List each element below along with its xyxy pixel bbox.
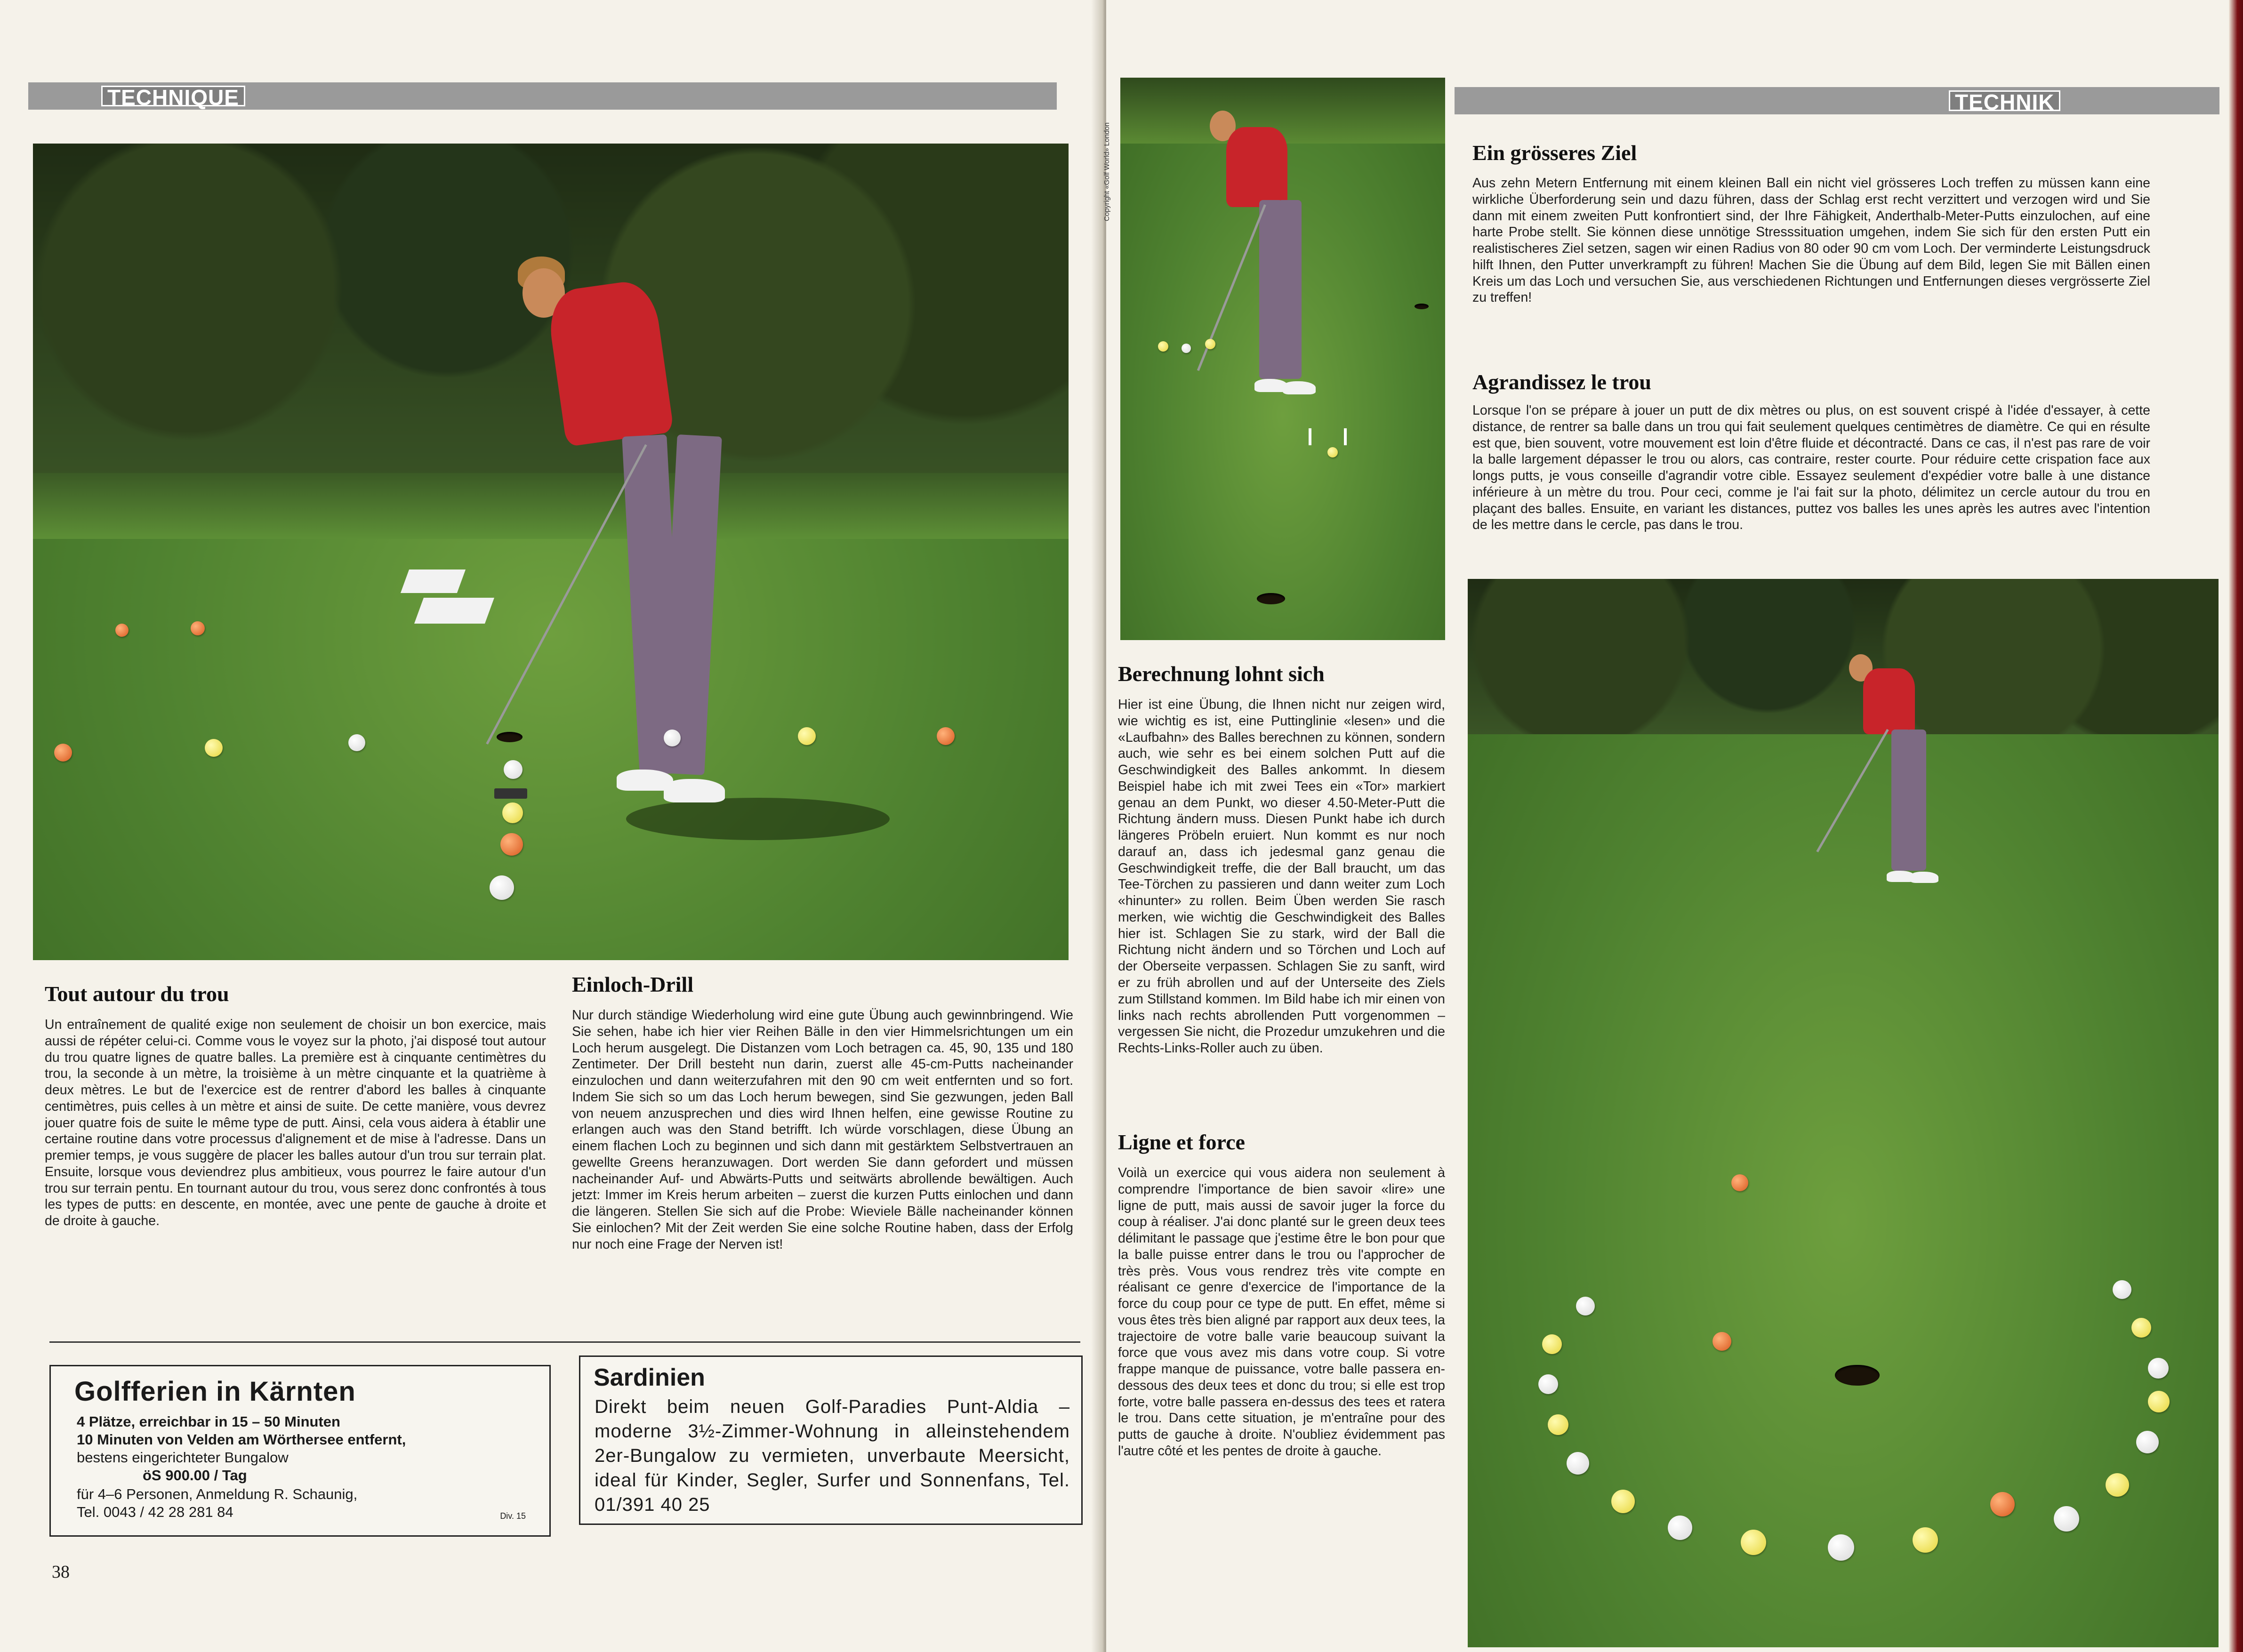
right-page [1106,0,2243,1652]
ball [1567,1452,1589,1475]
heading-tout-autour: Tout autour du trou [45,982,229,1006]
ball [1576,1297,1595,1315]
ball [1741,1530,1766,1555]
ball [1731,1174,1748,1191]
ball [1542,1334,1562,1354]
ad-title: Sardinien [594,1364,705,1391]
page-edge [2229,0,2243,1652]
ball [798,727,816,745]
ball [348,734,365,751]
ad-line: 4 Plätze, erreichbar in 15 – 50 Minuten [77,1413,340,1430]
main-photo-putting-drill [33,144,1069,960]
ball [1538,1374,1558,1394]
ball [1182,344,1191,353]
golfer-shirt [545,278,674,447]
golfer-leg-right [1278,200,1302,379]
ball [1158,341,1168,352]
ad-price: öS 900.00 / Tag [143,1467,247,1484]
tee-marker [1309,428,1311,445]
section-label-technique: TECHNIQUE [101,86,245,106]
heading-ligne-et-force: Ligne et force [1118,1130,1245,1154]
ad-golfferien-kaernten [49,1365,551,1537]
practice-board [414,598,494,624]
page-number: 38 [52,1562,70,1582]
golf-hole [497,732,523,742]
putter-shaft [1816,729,1889,852]
golf-hole [1835,1365,1880,1386]
ball [2054,1506,2079,1532]
ball [1990,1492,2015,1516]
ball [2136,1431,2159,1453]
ball [1668,1516,1692,1540]
ball [664,730,681,746]
ad-text: Direkt beim neuen Golf-Paradies Punt-Aldia – moderne 3½-Zimmer-Wohnung in alleinstehendem 2er-Bungalow zu vermieten, unverbaute Meersicht, ideal für Kinder, Segler, Surfer und Sonnenfans, Tel. 01/391 40 25 [595,1396,1070,1515]
golfer-figure [1830,650,1953,913]
golfer-shadow [626,798,890,840]
ball [2113,1280,2131,1299]
ad-sardinien [579,1355,1083,1525]
ball [205,739,223,757]
ball [2148,1391,2170,1412]
article-text-de: Nur durch ständige Wiederholung wird eine gute Übung auch gewinnbringend. Wie Sie sehen, habe ich hier vier Reihen Bälle in den vier Himmelsrichtungen um ein Loch herum ausgelegt. Die Distanzen vom Loch betragen ca. 45, 90, 135 und 180 Zentimeter. Der Drill besteht nun darin, zuerst alle 45-cm-Putts nacheinander einzulochen und dann weiterzufahren mit den 90 cm weit entfernten und so fort. Indem Sie sich so um das Loch herum bewegen, sind Sie gezwungen, jeden Ball von neuem anzusprechen und dies wird Ihnen helfen, eine gewisse Routine zu erlangen auch was den Stand betrifft. Ich würde vorschlagen, diese Übung an einem flachen Loch zu beginnen und sich dann mit gestärktem Selbstvertrauen an gewellte Greens heranzuwagen. Dort werden Sie dann gefordert und müssen nacheinander Auf- und Abwärts-Putts und seitwärts abrollende bewältigen. Auch jetzt: Immer im Kreis herum arbeiten – zuerst die kurzen Putts einlochen und dann die längeren. Stellen Sie sich auf die Probe: Wieviele Bälle nacheinander können Sie einlochen? Mit der Zeit werden Sie eine solche Routine haben, dass der Erfolg nur noch eine Frage der Nerven ist! [572,1008,1073,1252]
golf-hole [1415,304,1429,309]
ball [2131,1318,2151,1338]
golfer-shoe-right [664,779,725,802]
photo-credit: Copyright «Golf World» London [1103,122,1111,221]
ad-phone: Tel. 0043 / 42 28 281 84 [77,1504,233,1520]
ball [490,875,514,900]
ball [1828,1534,1854,1561]
ball [191,621,205,635]
golfer-figure [485,247,767,859]
golfer-shirt [1226,127,1287,207]
ad-line: 10 Minuten von Velden am Wörthersee entfernt, [77,1431,406,1448]
ball [1205,339,1215,349]
golfer-shoe [1283,381,1316,394]
ball [500,833,523,856]
article-text-de-1: Aus zehn Metern Entfernung mit einem kleinen Ball ein nicht viel grösseres Loch treffen zu müssen kann eine wirkliche Überforderung sein und dazu führen, dass der Schlag erst recht verzittert und verzogen wird und Sie dann mit einem zweiten Putt konfrontiert sind, der Ihre Fähigkeit, Anderthalb-Meter-Putts einzulochen, auf eine harte Probe stellt. Sie können diese unnötige Stresssituation umgehen, indem Sie sich für den ersten Putt ein realistischeres Ziel setzen, sagen wir einen Radius von 80 oder 90 cm vom Loch. Der verminderte Leistungsdruck hilft Ihnen, den Putter unverkrampft zu führen! Machen Sie die Übung auf dem Bild, legen Sie mit Bällen einen Kreis um das Loch und versuchen Sie, aus verschiedenen Richtungen und Entfernungen dieses vergrösserte Ziel zu treffen! [1472,176,2150,305]
ball [1327,447,1338,457]
golfer-shirt [1863,668,1915,734]
photo-circle-of-balls [1468,579,2219,1647]
ball [1548,1414,1568,1435]
ad-line: bestens eingerichteter Bungalow [77,1449,289,1466]
section-label-technik: TECHNIK [1949,90,2060,111]
ball [502,802,523,823]
golfer-shoe [1910,872,1938,883]
practice-board [401,569,466,593]
heading-agrandissez-le-trou: Agrandissez le trou [1472,370,1651,394]
ball [937,727,955,745]
article-text-fr-1: Lorsque l'on se prépare à jouer un putt de dix mètres ou plus, on est souvent crispé à l'idée d'essayer, à cette distance, de rentrer sa balle dans un trou qui fait seulement quelques centimètres de diamètre. Ce qui en résulte est que, bien souvent, votre mouvement est loin d'être fluide et décontracté. Dans ce cas, il n'est pas rare de voir la balle largement dépasser le trou ou alors, cas contraire, rester courte. Pour réduire cette crispation face aux longs putts, je vous conseille d'agrandir votre cible. Essayez seulement d'expédier votre balle à une distance inférieure à un mètre du trou. Pour ceci, comme je l'ai fait sur la photo, délimitez un cercle autour du trou en plaçant des balles. Ensuite, en variant les distances, puttez vos balles les unes après les autres avec l'intention de les mettre dans le cercle, pas dans le trou. [1472,403,2150,533]
heading-berechnung-lohnt-sich: Berechnung lohnt sich [1118,662,1325,686]
article-text-de-2: Hier ist eine Übung, die Ihnen nicht nur zeigen wird, wie wichtig es ist, eine Puttinglinie «lesen» und die «Laufbahn» des Balles berechnen zu können, sondern auch, wie sehr es bei einem solchen Putt auf die Geschwindigkeit des Balles ankommt. In diesem Beispiel habe ich mit zwei Tees ein «Tor» markiert genau an dem Punkt, wo dieser 4.50-Meter-Putt die Richtung ändern muss. Diesen Punkt habe ich durch längeres Pröbeln eruiert. Nun kommt es nur noch darauf an, dass ich jedesmal ganz genau die Geschwindigkeit treffe, die der Ball braucht, um das Tee-Törchen zu passieren und dann weiter zum Loch «hinunter» zu rollen. Beim Üben werden Sie rasch merken, wie wichtig die Geschwindigkeit des Balles hier ist. Schlagen Sie zu stark, wird der Ball die Richtung nicht ändern und so Törchen und Loch auf der Oberseite verpassen. Schlagen Sie zu sanft, wird er zu früh abrollen und auf der Unterseite des Ziels zum Stillstand kommen. Im Bild habe ich mir einen von links nach rechts abrollenden Putt vorgenommen – vergessen Sie nicht, die Prozedur umzukehren und die Rechts-Links-Roller auch zu üben. [1118,697,1445,1056]
ball [1712,1332,1731,1351]
ball [115,624,129,637]
ad-code: Div. 15 [500,1511,526,1521]
section-bar-right [1455,87,2219,114]
putter-head [494,788,527,799]
ad-title: Golfferien in Kärnten [74,1376,356,1407]
golfer-figure [1193,106,1316,435]
ball [2106,1473,2129,1497]
article-text-fr: Un entraînement de qualité exige non seulement de choisir un bon exercice, mais aussi de répéter celui-ci. Comme vous le voyez sur la photo, j'ai disposé tout autour du trou quatre lignes de quatre balles. La première est à cinquante centimètres du trou, la seconde à un mètre, la troisième à un mètre cinquante et la quatrième à deux mètres. Le but de l'exercice est de rentrer d'abord les balles à cinquante centimètres, puis celles à un mètre et ainsi de suite. De cette manière, vous devrez jouer quatre fois de suite le même type de putt. Ainsi, cela vous aidera à établir une certaine routine dans votre processus d'alignement et de mise à l'adresse. Dans un premier temps, je vous suggère de placer les balles autour d'un trou sur terrain plat. Ensuite, lorsque vous deviendrez plus ambitieux, vous pourrez le faire autour d'un trou sur terrain pentu. En tournant autour du trou, vous serez donc confrontés à tous les types de putts: en descente, en montée, avec une pente de gauche à droite et de droite à gauche. [45,1017,546,1229]
left-page [0,0,1101,1652]
heading-ein-groesseres-ziel: Ein grösseres Ziel [1472,141,1637,165]
golfer-leg-right [1906,730,1926,871]
ball [54,744,72,762]
article-text-fr-2: Voilà un exercice qui vous aidera non seulement à comprendre l'importance de bien savoir «lire» une ligne de putt, mais aussi de savoir juger la force du coup à réaliser. J'ai donc planté sur le green deux tees délimitant le passage que j'estime être le bon pour que la balle puisse entrer dans le trou ou l'approcher de très près. Vous vous rendrez très vite compte en réalisant ce genre d'exercice de l'importance de la force du coup pour ce type de putt. En effet, même si vous êtes très bien aligné par rapport aux deux tees, la trajectoire de votre balle varie beaucoup suivant la force que vous avez mis dans votre coup. Si votre frappe manque de puissance, votre balle passera en-dessous des deux tees et donc du trou; si elle est trop forte, votre balle passera en-dessus des tees et ratera le trou. Dans cette situation, je m'entraîne pour des putts de gauche à droite. N'oubliez évidemment pas l'autre côté et les pentes de droite à gauche. [1118,1165,1445,1459]
golf-hole [1257,593,1285,604]
ad-line: für 4–6 Personen, Anmeldung R. Schaunig, [77,1486,358,1502]
putter-shaft [486,444,647,745]
ball [2148,1358,2169,1379]
photo-tee-gate-putt [1120,78,1445,640]
ball [1913,1527,1938,1553]
tee-marker [1344,428,1347,445]
ball [504,760,523,779]
divider-rule [49,1341,1080,1343]
heading-einloch-drill: Einloch-Drill [572,972,694,996]
ball [1611,1490,1635,1513]
